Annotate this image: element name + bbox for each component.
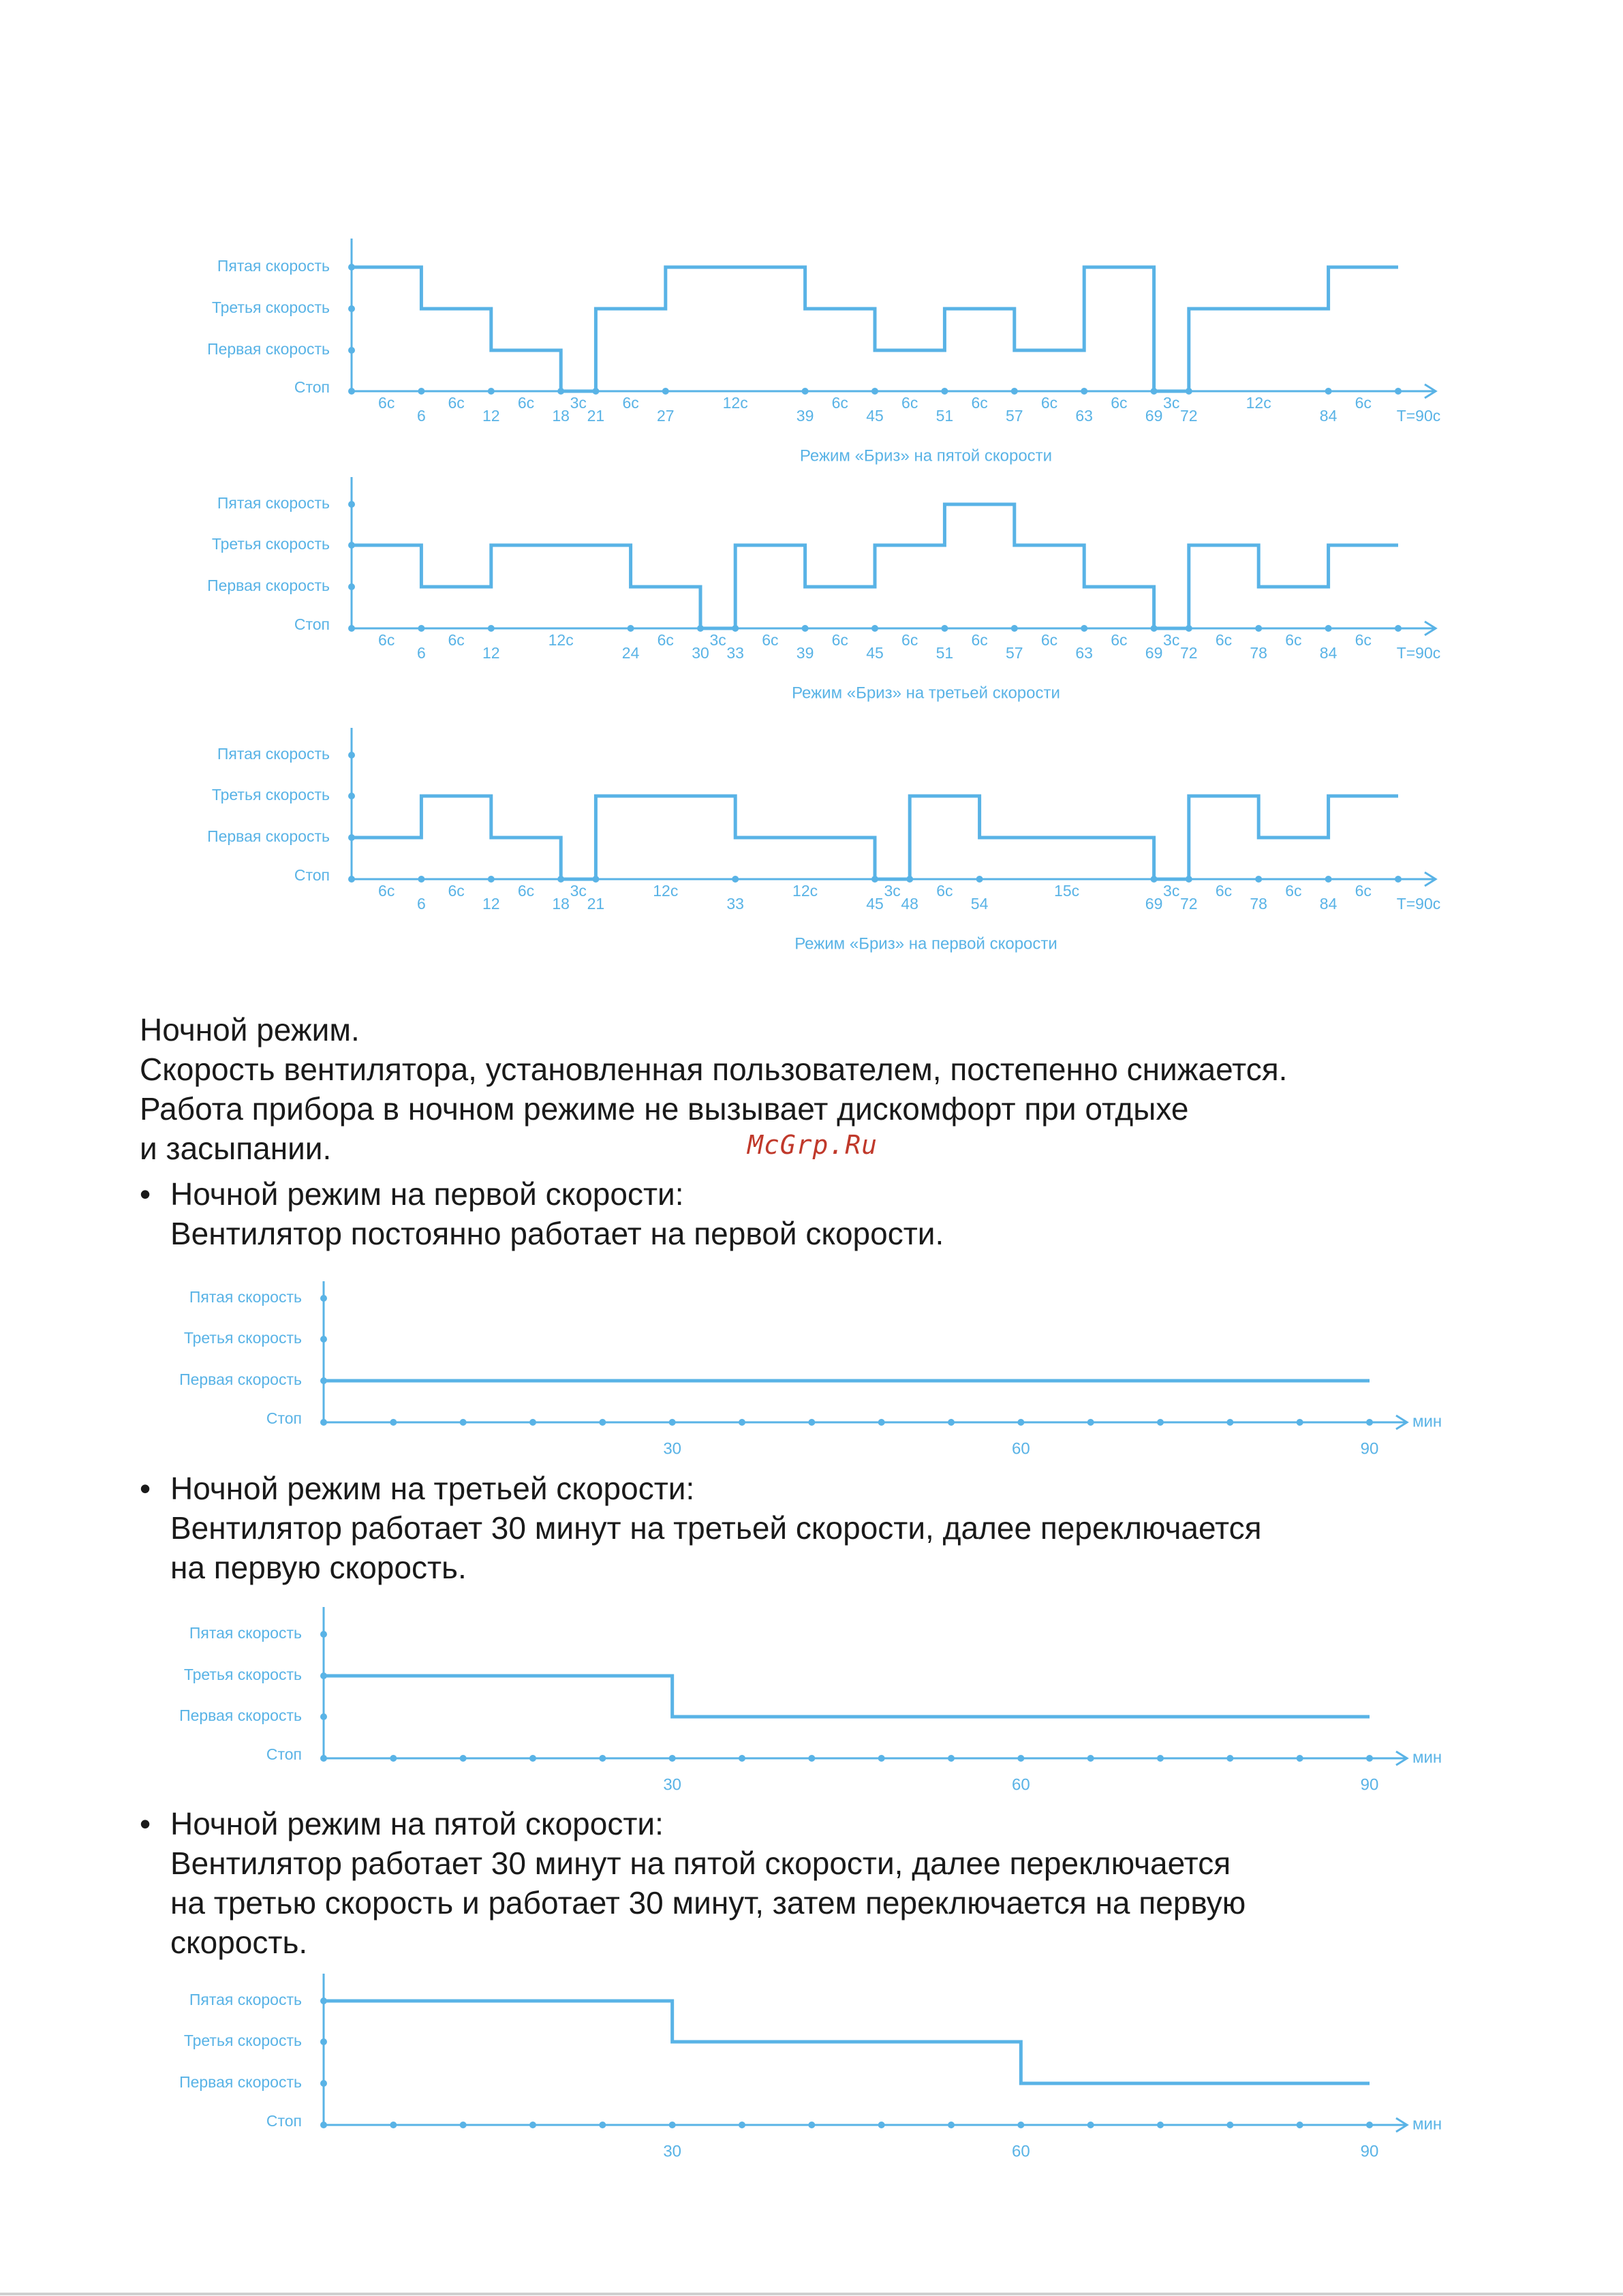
x-tick-dot <box>418 388 424 395</box>
x-tick-dot <box>1017 2122 1024 2128</box>
y-tick-label: Третья скорость <box>183 2032 302 2050</box>
y-tick-dot <box>348 501 355 508</box>
y-tick-label: Первая скорость <box>179 1706 302 1725</box>
y-tick-dot <box>320 1419 327 1426</box>
chart-title: Режим «Бриз» на пятой скорости <box>799 446 1053 465</box>
speed-series-line <box>352 796 1398 879</box>
x-tick-dot <box>948 2122 955 2128</box>
y-tick-label: Пятая скорость <box>189 1991 302 2009</box>
x-tick-label: 12 <box>482 644 500 662</box>
y-tick-label: Стоп <box>266 2112 302 2130</box>
duration-label: 6с <box>1040 394 1058 412</box>
bullet-mark: • <box>140 1471 151 1506</box>
duration-label: 3с <box>570 394 587 412</box>
duration-label: 6с <box>936 882 953 900</box>
y-tick-dot <box>348 793 355 799</box>
x-tick-label: 78 <box>1250 644 1267 662</box>
x-tick-dot <box>732 876 739 883</box>
y-tick-label: Первая скорость <box>179 1371 302 1389</box>
x-tick-dot <box>976 876 983 883</box>
y-tick-label: Пятая скорость <box>189 1624 302 1642</box>
x-tick-dot <box>871 625 878 632</box>
y-tick-label: Стоп <box>294 866 330 885</box>
duration-label: 6с <box>1355 631 1372 649</box>
duration-label: 6с <box>901 394 918 412</box>
y-tick-dot <box>348 583 355 590</box>
x-tick-dot <box>1255 625 1262 632</box>
x-tick-dot <box>599 1755 606 1762</box>
duration-label: 6с <box>1285 882 1302 900</box>
x-tick-label: 39 <box>796 644 814 662</box>
speed-series-line <box>324 2001 1370 2083</box>
x-tick-label: 90 <box>1360 1775 1379 1794</box>
x-tick-dot <box>948 1755 955 1762</box>
duration-label: 6с <box>831 394 848 412</box>
x-tick-dot <box>808 2122 815 2128</box>
y-tick-dot <box>320 1295 327 1302</box>
x-tick-label: 90 <box>1360 2142 1379 2161</box>
x-tick-dot <box>1226 1755 1233 1762</box>
y-tick-label: Пятая скорость <box>217 494 330 512</box>
x-end-label: Т=90с <box>1396 644 1441 662</box>
x-tick-dot <box>1081 388 1087 395</box>
x-tick-label: 30 <box>663 1775 682 1794</box>
duration-label: 6с <box>448 394 465 412</box>
x-tick-dot <box>878 1419 885 1426</box>
night-mode-text-line-2: Работа прибора в ночном режиме не вызывает дискомфорт при отдыхе <box>140 1091 1189 1127</box>
x-tick-dot <box>460 1419 467 1426</box>
bullet-title: Ночной режим на первой скорости: <box>170 1176 684 1212</box>
x-tick-label: 54 <box>970 895 989 913</box>
x-tick-label: 60 <box>1011 1775 1030 1794</box>
y-tick-dot <box>320 2038 327 2045</box>
x-tick-dot <box>488 876 495 883</box>
bullet-title: Ночной режим на пятой скорости: <box>170 1806 664 1841</box>
x-tick-dot <box>488 625 495 632</box>
x-tick-label: 18 <box>552 895 570 913</box>
duration-label: 3с <box>709 631 726 649</box>
x-tick-dot <box>808 1755 815 1762</box>
duration-label: 6с <box>378 631 395 649</box>
duration-label: 3с <box>1163 394 1180 412</box>
x-end-label: мин <box>1412 2115 1442 2134</box>
bullet-line: скорость. <box>170 1925 308 1960</box>
x-tick-dot <box>599 1419 606 1426</box>
x-tick-dot <box>871 388 878 395</box>
x-tick-dot <box>808 1419 815 1426</box>
y-tick-dot <box>320 1755 327 1762</box>
x-tick-dot <box>1017 1419 1024 1426</box>
x-tick-dot <box>739 1419 745 1426</box>
x-tick-dot <box>941 388 948 395</box>
x-tick-label: 51 <box>936 407 954 425</box>
chart-title: Режим «Бриз» на первой скорости <box>794 934 1057 953</box>
duration-label: 6с <box>1111 631 1128 649</box>
duration-label: 6с <box>971 631 988 649</box>
bullet-mark: • <box>140 1806 151 1841</box>
duration-label: 6с <box>1040 631 1058 649</box>
x-tick-dot <box>488 388 495 395</box>
y-tick-dot <box>320 1336 327 1343</box>
speed-series-line <box>352 504 1398 628</box>
x-tick-dot <box>529 1419 536 1426</box>
y-tick-label: Первая скорость <box>179 2073 302 2092</box>
x-tick-label: 27 <box>657 407 675 425</box>
x-tick-dot <box>1366 1419 1373 1426</box>
duration-label: 3с <box>884 882 901 900</box>
duration-label: 6с <box>378 882 395 900</box>
duration-label: 6с <box>1355 394 1372 412</box>
x-tick-dot <box>1087 2122 1094 2128</box>
duration-label: 6с <box>1215 631 1233 649</box>
y-tick-dot <box>348 752 355 759</box>
x-tick-dot <box>948 1419 955 1426</box>
x-tick-label: 84 <box>1319 895 1338 913</box>
x-tick-label: 69 <box>1145 644 1163 662</box>
x-tick-dot <box>878 2122 885 2128</box>
page-bottom-rule <box>0 2293 1623 2295</box>
x-tick-dot <box>1325 625 1332 632</box>
bullet-line: на третью скорость и работает 30 минут, затем переключается на первую <box>170 1885 1246 1920</box>
duration-label: 12с <box>548 631 574 649</box>
x-tick-dot <box>529 1755 536 1762</box>
y-tick-label: Стоп <box>266 1409 302 1428</box>
y-tick-dot <box>348 305 355 312</box>
x-tick-dot <box>878 1755 885 1762</box>
x-tick-dot <box>418 876 424 883</box>
x-tick-label: 69 <box>1145 895 1163 913</box>
x-tick-dot <box>739 2122 745 2128</box>
x-tick-dot <box>1325 388 1332 395</box>
x-tick-label: 72 <box>1180 407 1198 425</box>
x-tick-dot <box>1395 876 1402 883</box>
x-tick-label: 69 <box>1145 407 1163 425</box>
x-tick-label: 33 <box>726 644 744 662</box>
y-tick-dot <box>320 2080 327 2087</box>
x-tick-dot <box>1017 1755 1024 1762</box>
duration-label: 6с <box>1285 631 1302 649</box>
x-tick-dot <box>662 388 669 395</box>
duration-label: 3с <box>570 882 587 900</box>
x-tick-label: 21 <box>587 895 605 913</box>
duration-label: 6с <box>448 882 465 900</box>
x-tick-label: 12 <box>482 895 500 913</box>
speed-series-line <box>324 1676 1370 1717</box>
x-tick-dot <box>802 625 809 632</box>
x-tick-label: 30 <box>692 644 709 662</box>
x-tick-label: 63 <box>1075 644 1093 662</box>
x-tick-dot <box>1226 1419 1233 1426</box>
y-tick-label: Пятая скорость <box>217 745 330 763</box>
night-mode-heading: Ночной режим. <box>140 1012 360 1047</box>
x-tick-dot <box>1395 388 1402 395</box>
x-tick-dot <box>390 2122 397 2128</box>
bullet-line: Вентилятор постоянно работает на первой скорости. <box>170 1216 944 1251</box>
y-tick-label: Третья скорость <box>211 786 330 804</box>
x-tick-dot <box>1297 1755 1303 1762</box>
duration-label: 6с <box>901 631 918 649</box>
x-end-label: мин <box>1412 1748 1442 1767</box>
duration-label: 12с <box>722 394 748 412</box>
speed-series-line <box>352 267 1398 391</box>
x-tick-dot <box>1157 2122 1164 2128</box>
y-tick-label: Первая скорость <box>207 340 330 358</box>
x-tick-label: 45 <box>866 644 884 662</box>
y-tick-dot <box>348 625 355 632</box>
y-tick-label: Стоп <box>294 615 330 634</box>
y-tick-dot <box>348 388 355 395</box>
x-tick-dot <box>1297 2122 1303 2128</box>
duration-label: 6с <box>1215 882 1233 900</box>
duration-label: 6с <box>622 394 639 412</box>
x-tick-label: 39 <box>796 407 814 425</box>
x-tick-label: 6 <box>417 895 426 913</box>
x-tick-dot <box>418 625 424 632</box>
x-tick-label: 60 <box>1011 2142 1030 2161</box>
x-end-label: Т=90с <box>1396 407 1441 425</box>
x-tick-label: 57 <box>1006 644 1023 662</box>
x-tick-label: 30 <box>663 2142 682 2161</box>
x-tick-dot <box>669 1755 676 1762</box>
y-tick-dot <box>348 347 355 354</box>
x-tick-dot <box>802 388 809 395</box>
x-tick-dot <box>669 1419 676 1426</box>
x-tick-label: 72 <box>1180 895 1198 913</box>
x-tick-label: 12 <box>482 407 500 425</box>
y-tick-label: Стоп <box>266 1745 302 1764</box>
y-tick-label: Третья скорость <box>183 1666 302 1684</box>
duration-label: 6с <box>1111 394 1128 412</box>
y-tick-dot <box>348 876 355 883</box>
duration-label: 6с <box>517 394 535 412</box>
x-tick-dot <box>1081 625 1087 632</box>
x-tick-label: 48 <box>901 895 918 913</box>
duration-label: 15с <box>1054 882 1080 900</box>
duration-label: 6с <box>657 631 674 649</box>
y-tick-dot <box>320 2122 327 2128</box>
y-tick-label: Третья скорость <box>211 299 330 317</box>
y-tick-label: Третья скорость <box>211 535 330 553</box>
duration-label: 6с <box>517 882 535 900</box>
x-tick-label: 30 <box>663 1439 682 1458</box>
duration-label: 6с <box>762 631 779 649</box>
x-end-label: мин <box>1412 1412 1442 1431</box>
x-tick-label: 24 <box>621 644 640 662</box>
duration-label: 6с <box>378 394 395 412</box>
duration-label: 6с <box>1355 882 1372 900</box>
night-mode-text-line-1: Скорость вентилятора, установленная пользователем, постепенно снижается. <box>140 1052 1288 1087</box>
duration-label: 3с <box>1163 631 1180 649</box>
y-tick-label: Пятая скорость <box>189 1288 302 1306</box>
x-tick-dot <box>1366 1755 1373 1762</box>
x-tick-label: 45 <box>866 895 884 913</box>
x-tick-label: 6 <box>417 407 426 425</box>
x-end-label: Т=90с <box>1396 895 1441 913</box>
duration-label: 3с <box>1163 882 1180 900</box>
x-tick-dot <box>1157 1419 1164 1426</box>
x-tick-label: 84 <box>1319 644 1338 662</box>
x-tick-dot <box>1011 625 1018 632</box>
bullet-line: Вентилятор работает 30 минут на пятой скорости, далее переключается <box>170 1846 1231 1881</box>
x-tick-dot <box>1157 1755 1164 1762</box>
x-tick-dot <box>460 2122 467 2128</box>
x-tick-dot <box>1011 388 1018 395</box>
x-tick-label: 63 <box>1075 407 1093 425</box>
x-tick-dot <box>529 2122 536 2128</box>
duration-label: 12с <box>653 882 679 900</box>
x-tick-dot <box>1395 625 1402 632</box>
x-tick-dot <box>739 1755 745 1762</box>
x-tick-label: 51 <box>936 644 954 662</box>
bullet-title: Ночной режим на третьей скорости: <box>170 1471 695 1506</box>
x-tick-label: 57 <box>1006 407 1023 425</box>
x-tick-dot <box>669 2122 676 2128</box>
duration-label: 6с <box>831 631 848 649</box>
night-mode-text-line-3: и засыпании. <box>140 1131 332 1166</box>
x-tick-dot <box>1255 876 1262 883</box>
x-tick-dot <box>1366 2122 1373 2128</box>
y-tick-label: Первая скорость <box>207 577 330 595</box>
y-tick-dot <box>320 1713 327 1720</box>
x-tick-dot <box>460 1755 467 1762</box>
duration-label: 6с <box>448 631 465 649</box>
x-tick-dot <box>1297 1419 1303 1426</box>
y-tick-label: Пятая скорость <box>217 257 330 275</box>
chart-title: Режим «Бриз» на третьей скорости <box>792 684 1060 703</box>
y-tick-label: Первая скорость <box>207 827 330 846</box>
x-tick-dot <box>1226 2122 1233 2128</box>
x-tick-label: 60 <box>1011 1439 1030 1458</box>
x-tick-label: 33 <box>726 895 744 913</box>
x-tick-dot <box>628 625 634 632</box>
y-tick-dot <box>320 1631 327 1638</box>
bullet-line: Вентилятор работает 30 минут на третьей скорости, далее переключается <box>170 1510 1262 1546</box>
x-tick-dot <box>1325 876 1332 883</box>
watermark-text: McGrp.Ru <box>747 1130 878 1160</box>
x-tick-dot <box>390 1419 397 1426</box>
y-tick-label: Третья скорость <box>183 1329 302 1347</box>
duration-label: 12с <box>792 882 818 900</box>
x-tick-label: 18 <box>552 407 570 425</box>
x-tick-dot <box>1087 1755 1094 1762</box>
y-tick-label: Стоп <box>294 378 330 397</box>
x-tick-label: 21 <box>587 407 605 425</box>
x-tick-dot <box>1087 1419 1094 1426</box>
bullet-line: на первую скорость. <box>170 1550 467 1585</box>
x-tick-dot <box>941 625 948 632</box>
x-tick-label: 78 <box>1250 895 1267 913</box>
x-tick-dot <box>599 2122 606 2128</box>
duration-label: 12с <box>1246 394 1271 412</box>
x-tick-label: 45 <box>866 407 884 425</box>
x-tick-label: 72 <box>1180 644 1198 662</box>
x-tick-label: 84 <box>1319 407 1338 425</box>
duration-label: 6с <box>971 394 988 412</box>
bullet-mark: • <box>140 1176 151 1212</box>
x-tick-label: 90 <box>1360 1439 1379 1458</box>
x-tick-dot <box>390 1755 397 1762</box>
x-tick-label: 6 <box>417 644 426 662</box>
